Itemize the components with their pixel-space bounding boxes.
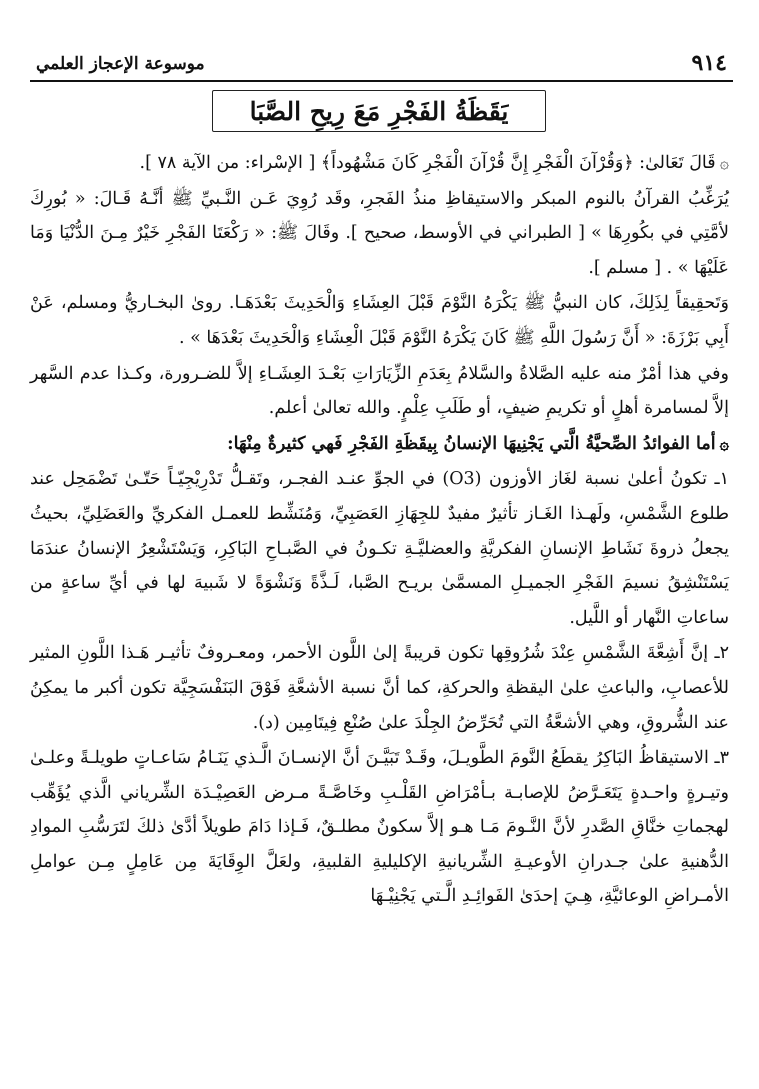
- ornament-icon: ۞: [719, 433, 729, 453]
- paragraph-text: قَالَ تَعَالىٰ: ﴿وَقُرْآنَ الْفَجْرِ إِنَّ قُرْآنَ الْفَجْرِ كَانَ مَشْهُوداً﴾ [ الإسْراء: من الآية ٧٨ ].: [139, 153, 716, 173]
- article-body: [30, 146, 729, 914]
- paragraph: [30, 636, 729, 740]
- article-title-box: [212, 90, 546, 132]
- paragraph: [30, 146, 729, 181]
- paragraph-text: ٢ـ إنَّ أَشِعَّةَ الشَّمْسِ عِنْدَ شُرُوقِها تكون قريبةً إلىٰ اللَّون الأحمر، ومعـروفٌ تأثيـر هَـذا اللَّونِ المثير للأعصابِ، والباعثِ علىٰ اليقظةِ والحركةِ، كما أنَّ نسبة الأشعَّةِ فَوْقَ البَنَفْسَجِيَّة تكون أكبر ما يمكِنُ عند الشُّروقِ، وهي الأشعَّةُ التي تُحَرِّضُ الجِلْدَ علىٰ صُنْعِ فِيتَامِين (د).: [30, 643, 729, 733]
- ornament-icon: ۞: [719, 153, 729, 172]
- paragraph: [30, 462, 729, 635]
- article-title: يَقَظَةُ الفَجْرِ مَعَ رِيحِ الصَّبَا: [249, 96, 509, 126]
- header-rule: [30, 80, 733, 82]
- book-title: موسوعة الإعجاز العلمي: [36, 54, 205, 74]
- paragraph-text: ١ـ تكونُ أعلىٰ نسبة لغَاز الأوزون (O3) في الجوِّ عنـد الفجـر، وتَقـلُّ تَدْرِيْجِيّـاً حَتّـىٰ تَضْمَحِل عند طلوع الشَّمْسِ، ولَهـذا الغَـاز تأثيرٌ مفيدٌ للجِهَازِ العَصَبِيِّ، وَمُنَشِّط للعمـل الفكريِّ والعَضَلِيِّ، بحيثُ يجعلُ ذروةَ نَشَاطِ الإنسانِ الفكريَّةِ والعضليَّـةِ تكـونُ في الصَّبـاحِ البَاكِرِ، وَيَسْتَشْعِرُ الإنسانُ عندَمَا يَسْتَنْشِقُ نسيمَ الفَجْرِ الجميـلِ المسمَّىٰ بريـح الصَّبا، لَـذَّةً وَنَشْوَةً لا شَبيهَ لها في أيِّ ساعةٍ من ساعاتِ النَّهار أو اللَّيل.: [30, 469, 729, 628]
- page-number: ٩١٤: [691, 50, 727, 76]
- paragraph: [30, 357, 729, 426]
- paragraph-text: وَتَحقِيقاً لِذَلِكَ، كان النبيُّ ﷺ يَكْرَهُ النَّوْمَ قَبْلَ العِشَاءِ وَالْحَدِيثَ بَعْدَهَـا. روىٰ البخـاريُّ ومسلم، عَنْ أَبِي بَرْزَةَ: « أَنَّ رَسُولَ اللَّهِ ﷺ كَانَ يَكْرَهُ النَّوْمَ قَبْلَ الْعِشَاءِ وَالْحَدِيثَ بَعْدَهَا » .: [30, 293, 729, 348]
- paragraph: [30, 182, 729, 286]
- paragraph: [30, 286, 729, 355]
- paragraph-text: وفي هذا أمْرٌ منه عليه الصَّلاةُ والسَّلامُ بِعَدَمِ الزِّيَارَاتِ بَعْـدَ العِشَـاءِ إلاَّ للضـرورة، وكـذا عدم السَّهر إلاَّ لمسامرة أهلٍ أو تكريمِ ضيفٍ، أو طَلَبِ عِلْمٍ. والله تعالىٰ أعلم.: [30, 363, 729, 419]
- paragraph: [30, 741, 729, 914]
- paragraph: [30, 427, 729, 462]
- paragraph-text: أما الفوائدُ الصِّحيَّةُ الَّتي يَجْنِيهَا الإنسانُ بِيقَظَةِ الفَجْرِ فَهي كثيرةٌ مِنْهَا:: [227, 433, 716, 454]
- paragraph-text: يُرَغِّبُ القرآنُ بالنوم المبكر والاستيقاظِ منذُ الفَجرِ، وقَد رُوِيَ عَـن النَّـبيِّ ﷺ أنَّـهُ قَـالَ: « بُورِكَ لأمَّتِي في بكُورِهَا » [ الطبراني في الأوسط، صحيح ]. وقَالَ ﷺ: « رَكْعَتَا الفَجْرِ خَيْرٌ مِـنَ الدُّنْيَا وَمَا عَلَيْهَا » . [ مسلم ].: [30, 188, 729, 278]
- paragraph-text: ٣ـ الاستيقاظُ البَاكِرُ يقطَعُ النَّومَ الطَّويـلَ، وقَـدْ تَبَيَّـنَ أنَّ الإنسـانَ الَّـذي يَنَـامُ سَاعـاتٍ طويلـةً وعلـىٰ وتيـرةٍ واحـدةٍ يَتَعَـرَّضُ للإصابـة بـأمْرَاضِ القَلْـبِ وخَاصَّـةً مـرض العَصِيْـدَة الشِّرياني الَّذي يُؤَهِّب لهجماتِ خنَّاقِ الصَّدرِ لأنَّ النَّـومَ مَـا هـو إلاَّ سكونٌ مطلـقٌ، فَـإذا دَامَ طويلاً أدَّىٰ ذلكَ لتَرَسُّبِ الموادِ الدُّهنيةِ علىٰ جـدرانِ الأوعيـةِ الشِّريانيةِ الإكليليةِ القلبيةِ، ولعَلَّ الوِقَايَةَ مِن عَامِلٍ مِـن عواملِ الأمـراضِ الوعائيَّةِ، هِـيَ إحدَىٰ الفَوائِـدِ الَّـتي يَجْنِيْـهَا: [30, 748, 729, 907]
- running-header: [30, 48, 733, 82]
